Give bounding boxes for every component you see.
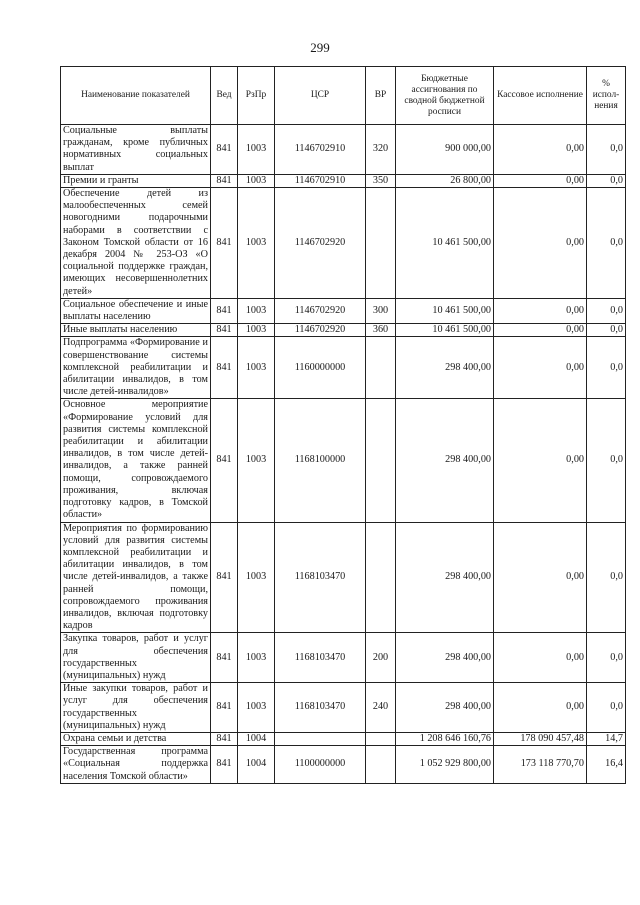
- row-csr: 1168100000: [275, 399, 366, 522]
- row-percent: 0,0: [587, 633, 626, 683]
- row-budget: 298 400,00: [396, 522, 494, 633]
- row-percent: 16,4: [587, 746, 626, 784]
- row-cash: 178 090 457,48: [494, 732, 587, 745]
- row-name: Закупка товаров, работ и услуг для обеспечения государственных (муниципальных) нужд: [61, 633, 211, 683]
- row-csr: 1168103470: [275, 633, 366, 683]
- row-ved: 841: [211, 324, 238, 337]
- row-csr: [275, 732, 366, 745]
- row-rzpr: 1003: [238, 324, 275, 337]
- row-csr: 1168103470: [275, 522, 366, 633]
- row-name: Охрана семьи и детства: [61, 732, 211, 745]
- row-ved: 841: [211, 683, 238, 733]
- row-rzpr: 1003: [238, 633, 275, 683]
- row-cash: 0,00: [494, 324, 587, 337]
- row-cash: 0,00: [494, 188, 587, 299]
- row-rzpr: 1003: [238, 188, 275, 299]
- row-budget: 1 052 929 800,00: [396, 746, 494, 784]
- row-cash: 0,00: [494, 174, 587, 187]
- row-ved: 841: [211, 732, 238, 745]
- row-rzpr: 1003: [238, 174, 275, 187]
- row-name: Иные закупки товаров, работ и услуг для обеспечения государственных (муниципальных) нужд: [61, 683, 211, 733]
- row-rzpr: 1003: [238, 399, 275, 522]
- row-vr: 360: [366, 324, 396, 337]
- row-cash: 173 118 770,70: [494, 746, 587, 784]
- row-percent: 0,0: [587, 683, 626, 733]
- row-cash: 0,00: [494, 337, 587, 399]
- table-row: [61, 298, 626, 323]
- header-percent: % испол-нения: [587, 67, 626, 125]
- row-ved: 841: [211, 633, 238, 683]
- row-percent: 14,7: [587, 732, 626, 745]
- row-vr: [366, 746, 396, 784]
- table-row: [61, 522, 626, 633]
- table-header-row: [61, 67, 626, 125]
- table-row: [61, 732, 626, 745]
- header-budget: Бюджетные ассигнования по сводной бюджетной росписи: [396, 67, 494, 125]
- page-number: 299: [310, 40, 330, 55]
- table-row: [61, 399, 626, 522]
- row-cash: 0,00: [494, 633, 587, 683]
- table-row: [61, 746, 626, 784]
- row-vr: 350: [366, 174, 396, 187]
- row-vr: [366, 732, 396, 745]
- row-name: Премии и гранты: [61, 174, 211, 187]
- row-cash: 0,00: [494, 522, 587, 633]
- row-vr: 320: [366, 125, 396, 175]
- row-percent: 0,0: [587, 174, 626, 187]
- row-percent: 0,0: [587, 337, 626, 399]
- row-ved: 841: [211, 522, 238, 633]
- row-vr: 240: [366, 683, 396, 733]
- row-cash: 0,00: [494, 298, 587, 323]
- row-rzpr: 1003: [238, 522, 275, 633]
- row-csr: 1146702920: [275, 324, 366, 337]
- row-cash: 0,00: [494, 399, 587, 522]
- row-ved: 841: [211, 337, 238, 399]
- row-csr: 1146702920: [275, 298, 366, 323]
- row-percent: 0,0: [587, 324, 626, 337]
- row-csr: 1100000000: [275, 746, 366, 784]
- row-name: Социальные выплаты гражданам, кроме публичных нормативных социальных выплат: [61, 125, 211, 175]
- row-ved: 841: [211, 298, 238, 323]
- header-vr: ВР: [366, 67, 396, 125]
- header-rzpr: РзПр: [238, 67, 275, 125]
- row-budget: 1 208 646 160,76: [396, 732, 494, 745]
- row-percent: 0,0: [587, 188, 626, 299]
- row-vr: 200: [366, 633, 396, 683]
- table-row: [61, 174, 626, 187]
- row-name: Мероприятия по формированию условий для развития системы комплексной реабилитации и абилитации инвалидов, в том числе детей-инвалидов, а также ранней помощи, сопровождаемого проживания инвалидов, включая подготовку кадров: [61, 522, 211, 633]
- row-name: Иные выплаты населению: [61, 324, 211, 337]
- row-budget: 298 400,00: [396, 399, 494, 522]
- row-csr: 1146702910: [275, 125, 366, 175]
- row-csr: 1146702920: [275, 188, 366, 299]
- table-row: [61, 188, 626, 299]
- row-name: Государственная программа «Социальная поддержка населения Томской области»: [61, 746, 211, 784]
- row-csr: 1146702910: [275, 174, 366, 187]
- row-budget: 298 400,00: [396, 683, 494, 733]
- row-ved: 841: [211, 746, 238, 784]
- table-row: [61, 125, 626, 175]
- row-vr: [366, 399, 396, 522]
- table-row: [61, 633, 626, 683]
- row-vr: [366, 337, 396, 399]
- row-csr: 1160000000: [275, 337, 366, 399]
- table-row: [61, 683, 626, 733]
- header-cash: Кассовое исполнение: [494, 67, 587, 125]
- row-ved: 841: [211, 174, 238, 187]
- row-budget: 298 400,00: [396, 337, 494, 399]
- header-csr: ЦСР: [275, 67, 366, 125]
- row-rzpr: 1004: [238, 732, 275, 745]
- header-name: Наименование показателей: [61, 67, 211, 125]
- row-ved: 841: [211, 399, 238, 522]
- row-cash: 0,00: [494, 125, 587, 175]
- row-percent: 0,0: [587, 522, 626, 633]
- row-ved: 841: [211, 188, 238, 299]
- row-name: Социальное обеспечение и иные выплаты населению: [61, 298, 211, 323]
- row-budget: 26 800,00: [396, 174, 494, 187]
- budget-table: [60, 66, 626, 784]
- row-rzpr: 1003: [238, 125, 275, 175]
- row-budget: 10 461 500,00: [396, 324, 494, 337]
- row-rzpr: 1003: [238, 337, 275, 399]
- row-percent: 0,0: [587, 125, 626, 175]
- row-name: Подпрограмма «Формирование и совершенствование системы комплексной реабилитации и абилитации инвалидов, в том числе детей-инвалидов»: [61, 337, 211, 399]
- row-vr: [366, 522, 396, 633]
- row-csr: 1168103470: [275, 683, 366, 733]
- row-vr: 300: [366, 298, 396, 323]
- header-ved: Вед: [211, 67, 238, 125]
- row-cash: 0,00: [494, 683, 587, 733]
- row-budget: 900 000,00: [396, 125, 494, 175]
- row-rzpr: 1003: [238, 298, 275, 323]
- row-vr: [366, 188, 396, 299]
- row-budget: 298 400,00: [396, 633, 494, 683]
- row-rzpr: 1004: [238, 746, 275, 784]
- row-percent: 0,0: [587, 298, 626, 323]
- row-name: Основное мероприятие «Формирование условий для развития системы комплексной реабилитации и абилитации инвалидов, в том числе детей-инвалидов, а также ранней помощи, сопровождаемого проживания, включая подготовку кадров, в Томской области»: [61, 399, 211, 522]
- row-budget: 10 461 500,00: [396, 188, 494, 299]
- row-budget: 10 461 500,00: [396, 298, 494, 323]
- row-percent: 0,0: [587, 399, 626, 522]
- row-rzpr: 1003: [238, 683, 275, 733]
- table-row: [61, 324, 626, 337]
- row-ved: 841: [211, 125, 238, 175]
- table-row: [61, 337, 626, 399]
- row-name: Обеспечение детей из малообеспеченных семей новогодними подарочными наборами в соответствии с Законом Томской области от 16 декабря 2004 № 253-ОЗ «О социальной поддержке граждан, имеющих несовершеннолетних детей»: [61, 188, 211, 299]
